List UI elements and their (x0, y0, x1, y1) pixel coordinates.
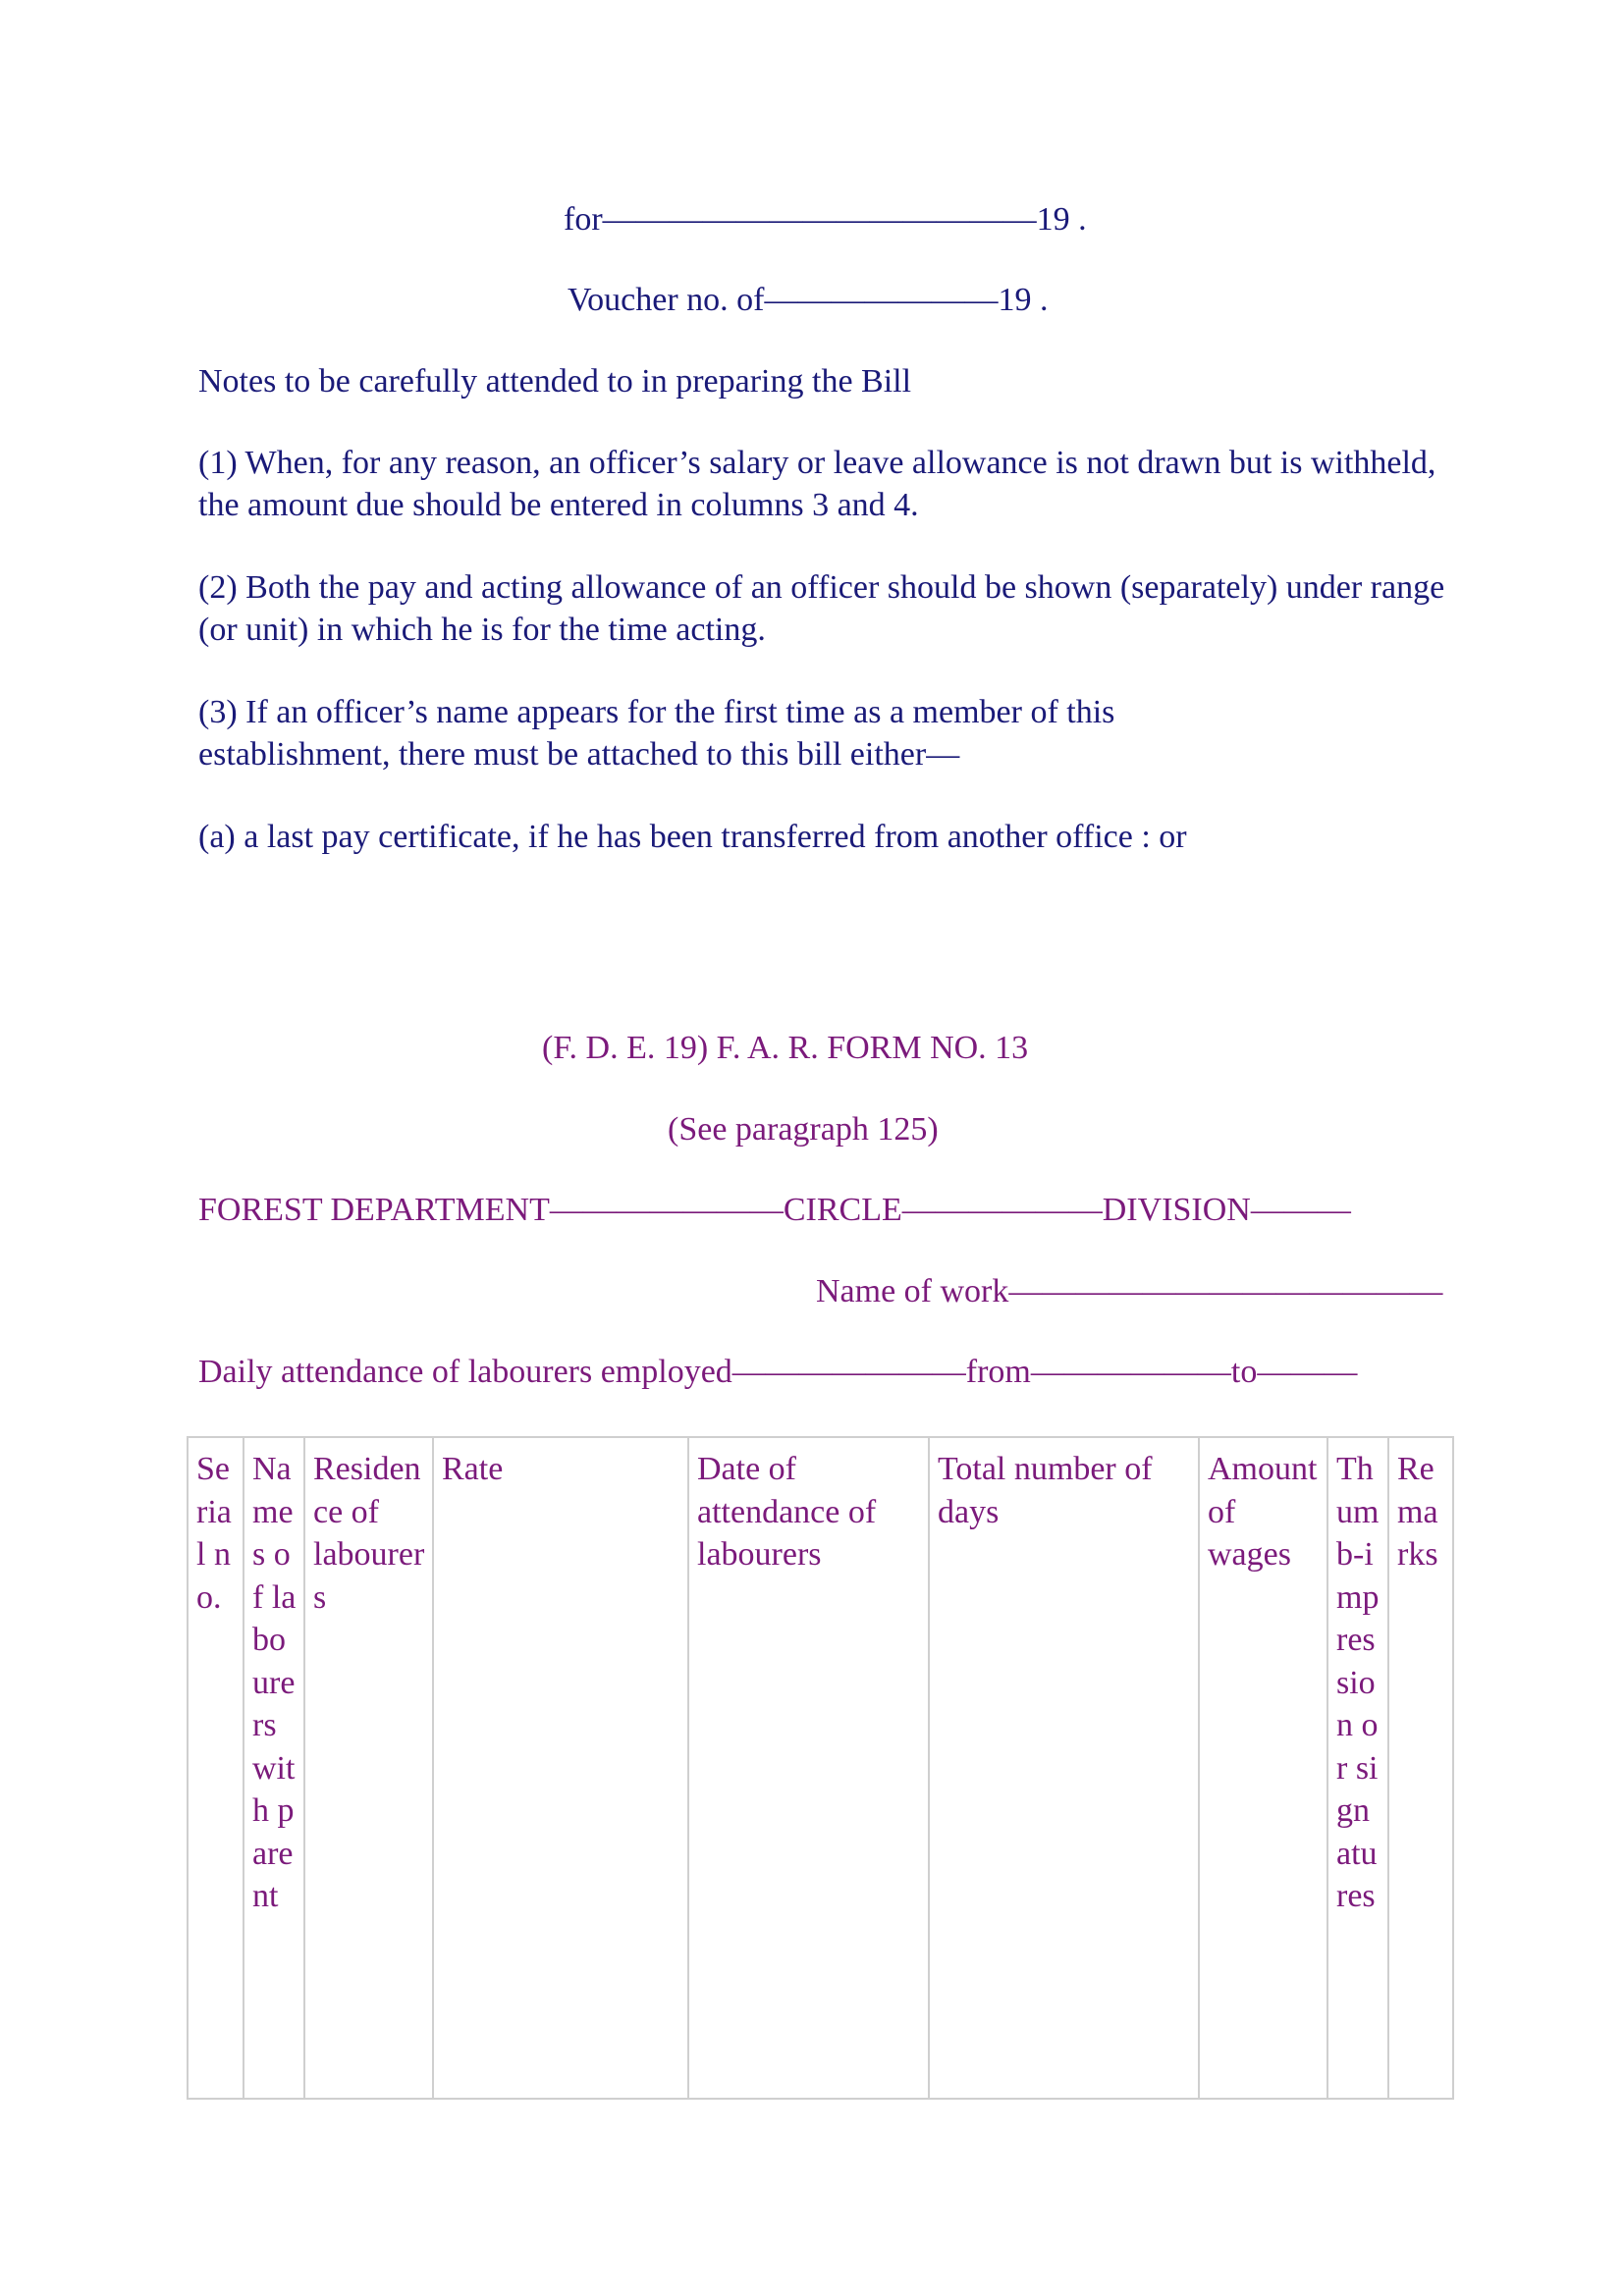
attendance-line: Daily attendance of labourers employed———————from——————to——— (198, 1354, 1358, 1390)
work-name-line: Name of work————————————— (816, 1273, 1443, 1309)
table-header-row (188, 1437, 1453, 2099)
header-remarks: Remarks (1388, 1437, 1453, 2099)
form-title: (F. D. E. 19) F. A. R. FORM NO. 13 (542, 1030, 1029, 1066)
header-thumb-impression: Thumb-impression or signatures (1327, 1437, 1388, 2099)
header-date-of-attendance: Date of attendance of labourers (688, 1437, 929, 2099)
form-reference: (See paragraph 125) (668, 1111, 939, 1148)
notes-heading: Notes to be carefully attended to in preparing the Bill (198, 363, 912, 400)
voucher-number-line: Voucher no. of———————19 . (568, 282, 1049, 318)
header-names: Names of labourers with parent (244, 1437, 304, 2099)
note-item-2: (2) Both the pay and acting allowance of an officer should be shown (separately) under range (or unit) in which he is for the time acting. (198, 569, 1445, 648)
voucher-for-line: for—————————————19 . (564, 201, 1087, 238)
note-item-1: (1) When, for any reason, an officer’s salary or leave allowance is not drawn but is withheld, the amount due should be entered in columns 3 and 4. (198, 445, 1436, 523)
header-serial-no: Serial no. (188, 1437, 244, 2099)
department-line: FOREST DEPARTMENT———————CIRCLE——————DIVISION——— (198, 1192, 1351, 1228)
header-residence: Residence of labourers (304, 1437, 433, 2099)
note-item-3: (3) If an officer’s name appears for the first time as a member of this establishment, there must be attached to this bill either— (198, 694, 1115, 773)
header-amount-of-wages: Amount of wages (1199, 1437, 1327, 2099)
attendance-table (187, 1436, 1454, 2100)
note-item-a: (a) a last pay certificate, if he has been transferred from another office : or (198, 819, 1187, 855)
header-total-days: Total number of days (929, 1437, 1199, 2099)
header-rate: Rate (433, 1437, 688, 2099)
